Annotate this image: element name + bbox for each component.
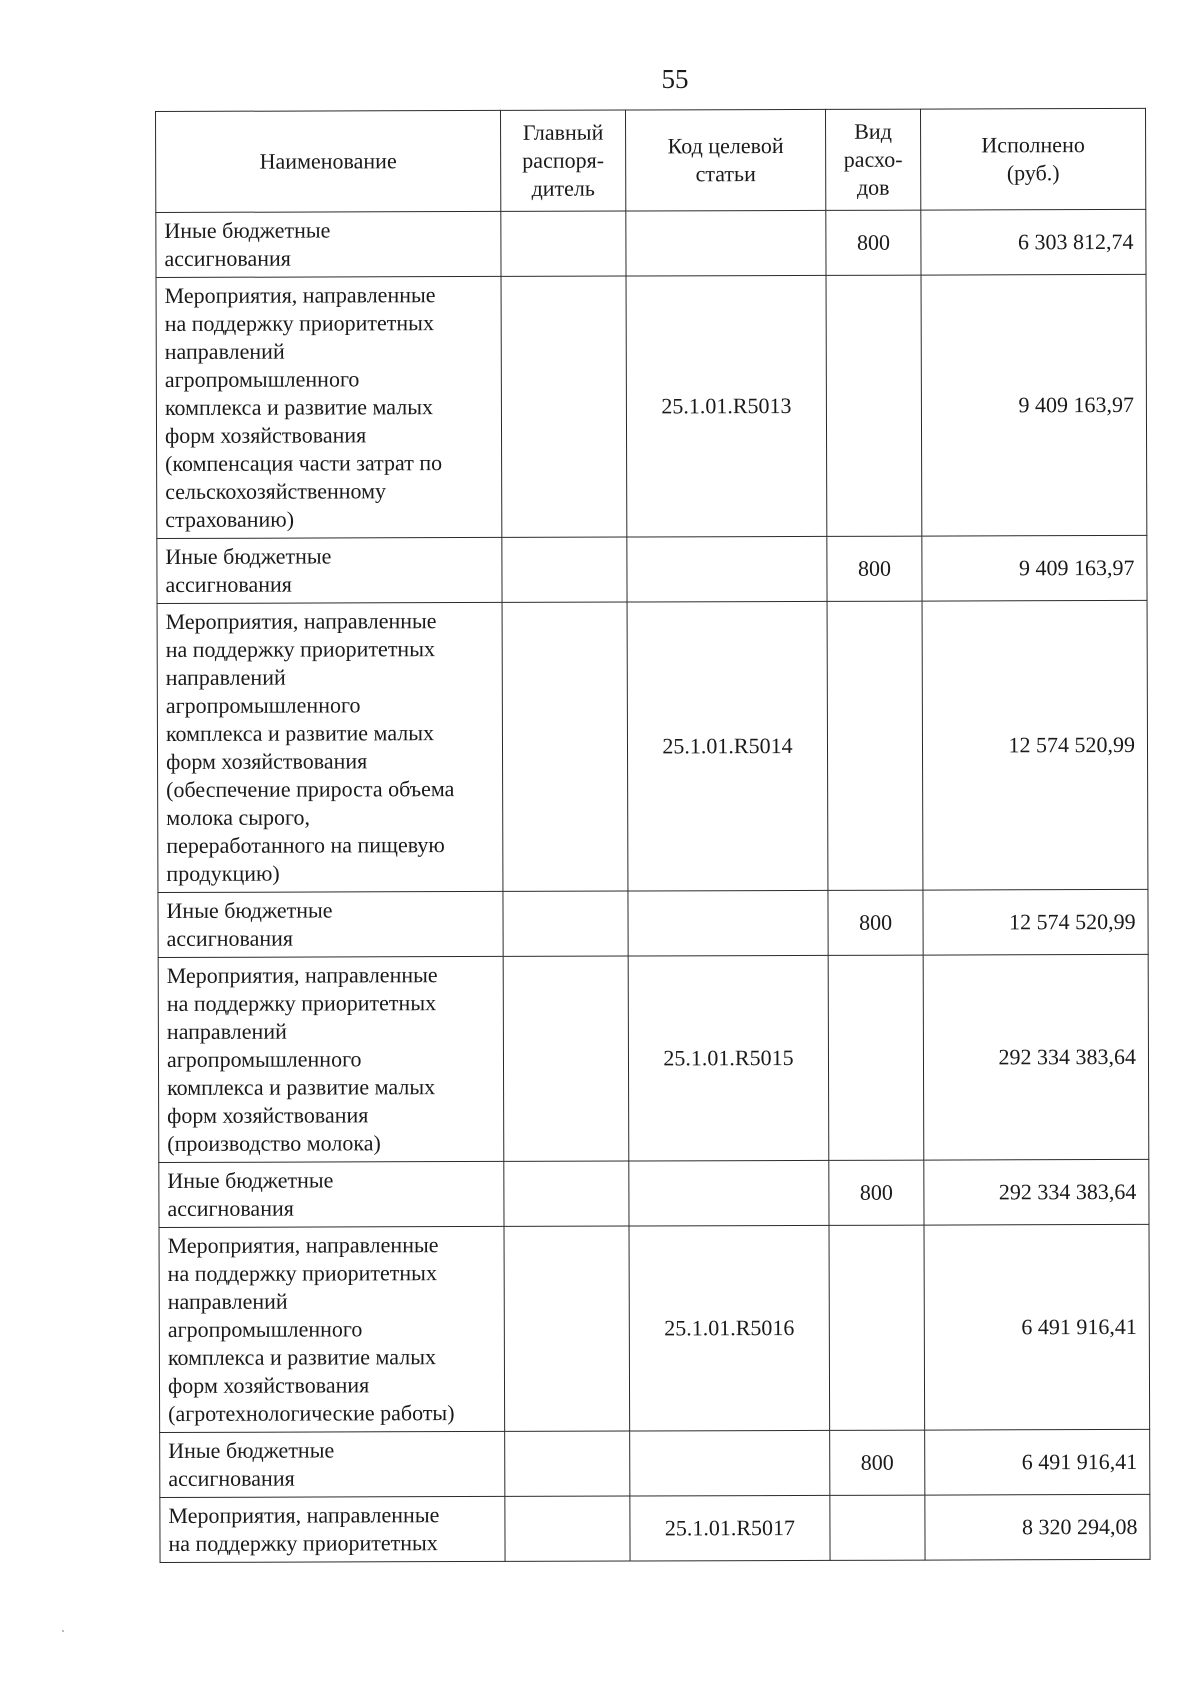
row-target-code-cell: 25.1.01.R5014 <box>627 601 828 891</box>
header-target-code: Код целевой статьи <box>625 109 825 211</box>
row-name-cell: Иные бюджетные ассигнования <box>160 1431 505 1497</box>
row-expense-type-cell: 800 <box>829 1160 924 1225</box>
table-row <box>159 1224 1150 1432</box>
table-row <box>158 889 1148 957</box>
row-main-manager-cell <box>501 211 626 276</box>
row-name-cell: Иные бюджетные ассигнования <box>159 1161 504 1227</box>
table-row <box>157 535 1147 603</box>
table-body <box>156 209 1150 1562</box>
row-expense-type-cell <box>826 275 922 536</box>
row-expense-type-cell <box>828 955 924 1160</box>
header-executed-amount: Исполнено (руб.) <box>920 108 1145 210</box>
table-row <box>159 1159 1149 1227</box>
table-row <box>156 209 1146 277</box>
row-name-cell: Иные бюджетные ассигнования <box>158 891 503 957</box>
row-target-code-cell <box>630 1430 830 1496</box>
row-name-cell: Мероприятия, направленные на поддержку приоритетных направлений агропромышленного комплекса и развитие малых форм хозяйствования (производство молока) <box>158 956 504 1162</box>
table-row <box>160 1494 1150 1562</box>
row-executed-amount-cell: 6 303 812,74 <box>921 209 1146 275</box>
row-target-code-cell <box>629 1160 829 1226</box>
row-name-cell: Мероприятия, направленные на поддержку приоритетных направлений агропромышленного комплекса и развитие малых форм хозяйствования (компенсация части затрат по сельскохозяйственному страхованию) <box>156 276 502 538</box>
row-main-manager-cell <box>503 956 629 1161</box>
row-executed-amount-cell: 12 574 520,99 <box>923 889 1148 955</box>
row-name-cell: Мероприятия, направленные на поддержку приоритетных направлений агропромышленного комплекса и развитие малых форм хозяйствования (агротехнологические работы) <box>159 1226 505 1432</box>
row-target-code-cell <box>627 536 827 602</box>
row-name-cell: Мероприятия, направленные на поддержку приоритетных <box>160 1496 505 1562</box>
row-main-manager-cell <box>505 1496 630 1561</box>
table-row <box>157 600 1148 892</box>
row-executed-amount-cell: 292 334 383,64 <box>924 1159 1149 1225</box>
row-expense-type-cell: 800 <box>828 890 923 955</box>
row-expense-type-cell <box>829 1225 925 1430</box>
row-target-code-cell <box>626 210 826 276</box>
table-row <box>156 274 1147 538</box>
row-executed-amount-cell: 9 409 163,97 <box>922 535 1147 601</box>
row-name-cell: Иные бюджетные ассигнования <box>156 211 501 277</box>
row-main-manager-cell <box>503 891 628 956</box>
page-number: 55 <box>661 64 689 94</box>
row-name-cell: Иные бюджетные ассигнования <box>157 537 502 603</box>
row-name-cell: Мероприятия, направленные на поддержку приоритетных направлений агропромышленного комплекса и развитие малых форм хозяйствования (обеспечение прироста объема молока сырого, переработанного на пищевую продукцию) <box>157 602 503 892</box>
row-executed-amount-cell: 292 334 383,64 <box>923 954 1149 1160</box>
row-executed-amount-cell: 8 320 294,08 <box>925 1494 1150 1560</box>
row-expense-type-cell: 800 <box>826 210 921 275</box>
row-target-code-cell: 25.1.01.R5017 <box>630 1495 830 1561</box>
row-expense-type-cell: 800 <box>830 1430 925 1495</box>
row-main-manager-cell <box>502 602 628 891</box>
row-main-manager-cell <box>504 1226 630 1431</box>
row-main-manager-cell <box>504 1161 629 1226</box>
header-main-manager: Главный распоря- дитель <box>500 110 625 211</box>
row-target-code-cell: 25.1.01.R5015 <box>628 955 829 1161</box>
row-executed-amount-cell: 6 491 916,41 <box>925 1429 1150 1495</box>
row-expense-type-cell: 800 <box>827 536 922 601</box>
header-expense-type: Вид расхо- дов <box>825 109 920 210</box>
row-target-code-cell: 25.1.01.R5013 <box>626 275 827 537</box>
row-target-code-cell <box>628 890 828 956</box>
header-name: Наименование <box>156 110 501 212</box>
row-expense-type-cell <box>827 601 923 890</box>
table-row <box>160 1429 1150 1497</box>
row-executed-amount-cell: 9 409 163,97 <box>921 274 1147 536</box>
budget-execution-table <box>155 108 1151 1563</box>
row-main-manager-cell <box>502 537 627 602</box>
row-main-manager-cell <box>501 276 627 537</box>
row-main-manager-cell <box>505 1431 630 1496</box>
row-executed-amount-cell: 6 491 916,41 <box>924 1224 1150 1430</box>
table-header-row <box>156 108 1146 212</box>
row-expense-type-cell <box>830 1495 925 1560</box>
row-target-code-cell: 25.1.01.R5016 <box>629 1225 830 1431</box>
row-executed-amount-cell: 12 574 520,99 <box>922 600 1148 890</box>
scan-artifact <box>62 1630 64 1632</box>
table-row <box>158 954 1149 1162</box>
